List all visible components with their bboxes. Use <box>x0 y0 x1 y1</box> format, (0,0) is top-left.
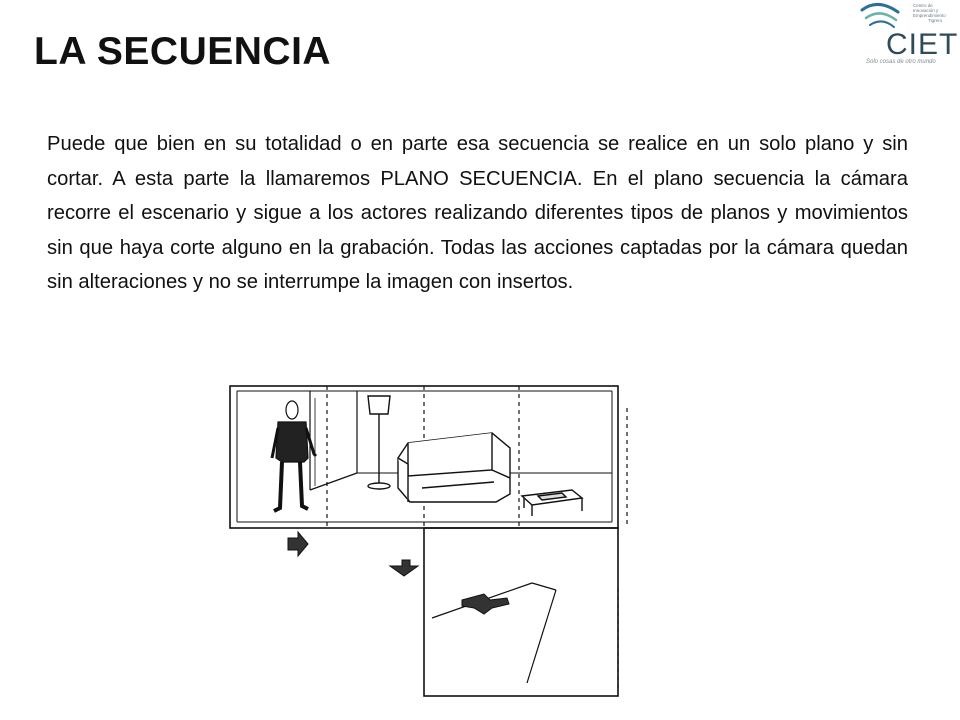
right-arrow-icon <box>288 532 308 556</box>
logo-swoosh-icon <box>862 4 898 12</box>
logo-line4: Tigrero <box>928 18 943 23</box>
sofa <box>398 433 510 502</box>
ciet-logo <box>858 0 960 70</box>
body-paragraph: Puede que bien en su totalidad o en parte esa secuencia se realice en un solo plano y sin cortar. A esta parte la llamaremos PLANO SECUENCIA. En el plano secuencia la cámara recorre el escenario y sigue a los actores realizando diferentes tipos de planos y movimientos sin que haya corte alguno en la grabación. Todas las acciones captadas por la cámara quedan sin alteraciones y no se interrumpe la imagen con insertos. <box>47 133 908 293</box>
person-figure <box>272 401 316 511</box>
coffee-table <box>522 490 582 516</box>
logo-line1: Centro de <box>913 3 933 8</box>
logo-line3: Emprendimiento <box>913 13 946 18</box>
logo-wordmark: CIET <box>886 28 959 61</box>
logo-line2: Innovación y <box>913 8 939 13</box>
plano-secuencia-illustration <box>222 378 640 698</box>
floor-lamp <box>368 396 390 489</box>
down-arrow-icon <box>390 560 418 576</box>
slide-title: LA SECUENCIA <box>34 30 332 73</box>
revolver-icon <box>462 594 509 614</box>
bottom-frame <box>424 528 618 696</box>
logo-tagline: Solo cosas de otro mundo <box>866 59 936 65</box>
